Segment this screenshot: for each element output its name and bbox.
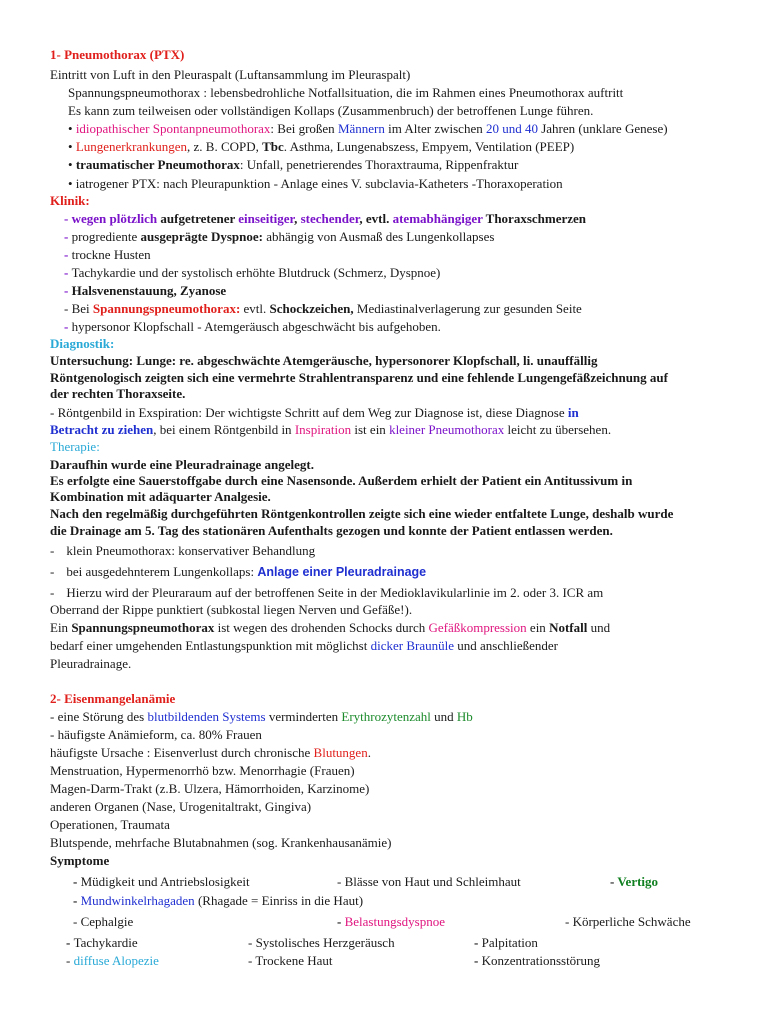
therapy-line-5: die Drainage am 5. Tag des stationären Aufenthalts gezogen und konnte der Patient entlassen werden. — [50, 523, 613, 538]
heading-title: Eisenmangelanämie — [64, 691, 176, 706]
spannung-line-1: Spannungspneumothorax : lebensbedrohliche Notfallsituation, die im Rahmen eines Pneumothorax auftritt — [68, 85, 624, 100]
heading-title: Pneumothorax (PTX) — [64, 47, 185, 62]
klinik-item-1: - wegen plötzlich aufgetretener einseitiger, stechender, evtl. atemabhängiger Thoraxschmerzen — [64, 211, 587, 226]
anemia-line-4: Menstruation, Hypermenorrhö bzw. Menorrhagie (Frauen) — [50, 763, 355, 778]
anemia-line-5: Magen-Darm-Trakt (z.B. Ulzera, Hämorrhoiden, Karzinome) — [50, 781, 370, 796]
anemia-line-2: - häufigste Anämieform, ca. 80% Frauen — [50, 727, 262, 742]
section-heading-pneumothorax — [50, 47, 184, 63]
trauma-line: • traumatischer Pneumothorax: Unfall, penetrierendes Thoraxtrauma, Rippenfraktur — [68, 157, 519, 172]
anemia-line-3: häufigste Ursache : Eisenverlust durch chronische Blutungen. — [50, 745, 371, 760]
exspiration-line-1: - Röntgenbild in Exspiration: Der wichtigste Schritt auf dem Weg zur Diagnose ist, diese Diagnose in — [50, 405, 579, 420]
klinik-item-3: - trockne Husten — [64, 247, 151, 262]
symptom-rhagaden: - Mundwinkelrhagaden (Rhagade = Einriss in die Haut) — [73, 893, 364, 908]
symptom-alopecia: - diffuse Alopezie — [66, 953, 159, 968]
therapy-option-3-cont: Oberrand der Rippe punktiert (subkostal liegen Nerven und Gefäße!). — [50, 602, 413, 617]
symptom-cephalgia: - Cephalgie — [73, 914, 134, 929]
symptome-heading: Symptome — [50, 853, 110, 868]
section-heading-eisenmangel — [50, 691, 175, 707]
therapy-line-3: Kombination mit adäquarter Analgesie. — [50, 489, 271, 504]
idiopathic-line: • idiopathischer Spontanpneumothorax: Bei großen Männern im Alter zwischen 20 und 40 Jahren (unklare Genese) — [68, 121, 668, 136]
klinik-heading: Klinik: — [50, 193, 90, 208]
therapy-line-4: Nach den regelmäßig durchgeführten Röntgenkontrollen zeigte sich eine wieder entfaltete Lunge, deshalb wurde — [50, 506, 674, 521]
therapy-line-1: Daraufhin wurde eine Pleuradrainage angelegt. — [50, 457, 314, 472]
therapy-option-3: - Hierzu wird der Pleuraraum auf der betroffenen Seite in der Medioklavikularlinie im 2. oder 3. ICR am — [50, 585, 604, 600]
anemia-line-1: - eine Störung des blutbildenden Systems verminderten Erythrozytenzahl und Hb — [50, 709, 473, 724]
heading-number: 2- — [50, 691, 65, 706]
diag-line-3: der rechten Thoraxseite. — [50, 386, 186, 401]
klinik-item-6: - Bei Spannungspneumothorax: evtl. Schockzeichen, Mediastinalverlagerung zur gesunden Seite — [64, 301, 582, 316]
symptom-pallor: - Blässe von Haut und Schleimhaut — [337, 874, 521, 889]
symptom-weakness: - Körperliche Schwäche — [565, 914, 691, 929]
klinik-item-7: - hypersonor Klopfschall - Atemgeräusch abgeschwächt bis aufgehoben. — [64, 319, 441, 334]
exspiration-line-2: Betracht zu ziehen, bei einem Röntgenbild in Inspiration ist ein kleiner Pneumothorax leicht zu übersehen. — [50, 422, 612, 437]
therapy-option-2: - bei ausgedehnterem Lungenkollaps: Anlage einer Pleuradrainage — [50, 564, 427, 579]
symptom-dry-skin: - Trockene Haut — [248, 953, 333, 968]
klinik-item-5: - Halsvenenstauung, Zyanose — [64, 283, 227, 298]
anemia-line-6: anderen Organen (Nase, Urogenitaltrakt, Gingiva) — [50, 799, 312, 814]
spannung-note-3: Pleuradrainage. — [50, 656, 132, 671]
diag-line-1: Untersuchung: Lunge: re. abgeschwächte Atemgeräusche, hypersonorer Klopfschall, li. unauffällig — [50, 353, 598, 368]
diagnostik-heading: Diagnostik: — [50, 336, 115, 351]
lung-disease-line: • Lungenerkrankungen, z. B. COPD, Tbc. Asthma, Lungenabszess, Empyem, Ventilation (PEEP) — [68, 139, 575, 154]
symptom-heart-murmur: - Systolisches Herzgeräusch — [248, 935, 395, 950]
therapy-option-1: - klein Pneumothorax: konservativer Behandlung — [50, 543, 316, 558]
anemia-line-8: Blutspende, mehrfache Blutabnahmen (sog. Krankenhausanämie) — [50, 835, 392, 850]
spannung-note-2: bedarf einer umgehenden Entlastungspunktion mit möglichst dicker Braunüle und anschließender — [50, 638, 558, 653]
therapy-line-2: Es erfolgte eine Sauerstoffgabe durch eine Nasensonde. Außerdem erhielt der Patient ein Antitussivum in — [50, 473, 633, 488]
lung-disease-label: Lungenerkrankungen — [75, 139, 187, 154]
heading-number: 1- — [50, 47, 65, 62]
anemia-line-7: Operationen, Traumata — [50, 817, 170, 832]
idiopathic-label: idiopathischer Spontanpneumothorax — [75, 121, 271, 136]
symptom-dyspnea: - Belastungsdyspnoe — [337, 914, 445, 929]
symptom-concentration: - Konzentrationsstörung — [474, 953, 601, 968]
spannung-note-1: Ein Spannungspneumothorax ist wegen des drohenden Schocks durch Gefäßkompression ein Notfall und — [50, 620, 611, 635]
intro-line: Eintritt von Luft in den Pleuraspalt (Luftansammlung im Pleuraspalt) — [50, 67, 411, 82]
symptom-palpitation: - Palpitation — [474, 935, 538, 950]
spannung-line-2: Es kann zum teilweisen oder vollständigen Kollaps (Zusammenbruch) der betroffenen Lunge führen. — [68, 103, 594, 118]
therapie-heading: Therapie: — [50, 439, 100, 454]
diag-line-2: Röntgenologisch zeigten sich eine vermehrte Strahlentransparenz und eine fehlende Lungengefäßzeichnung auf — [50, 370, 668, 385]
symptom-fatigue: - Müdigkeit und Antriebslosigkeit — [73, 874, 250, 889]
klinik-item-4: - Tachykardie und der systolisch erhöhte Blutdruck (Schmerz, Dyspnoe) — [64, 265, 441, 280]
iatrogenic-line: • iatrogener PTX: nach Pleurapunktion - Anlage eines V. subclavia-Katheters -Thoraxoperation — [68, 176, 563, 191]
symptom-vertigo: - Vertigo — [610, 874, 659, 889]
symptom-tachycardia: - Tachykardie — [66, 935, 138, 950]
klinik-item-2: - progrediente ausgeprägte Dyspnoe: abhängig von Ausmaß des Lungenkollapses — [64, 229, 495, 244]
